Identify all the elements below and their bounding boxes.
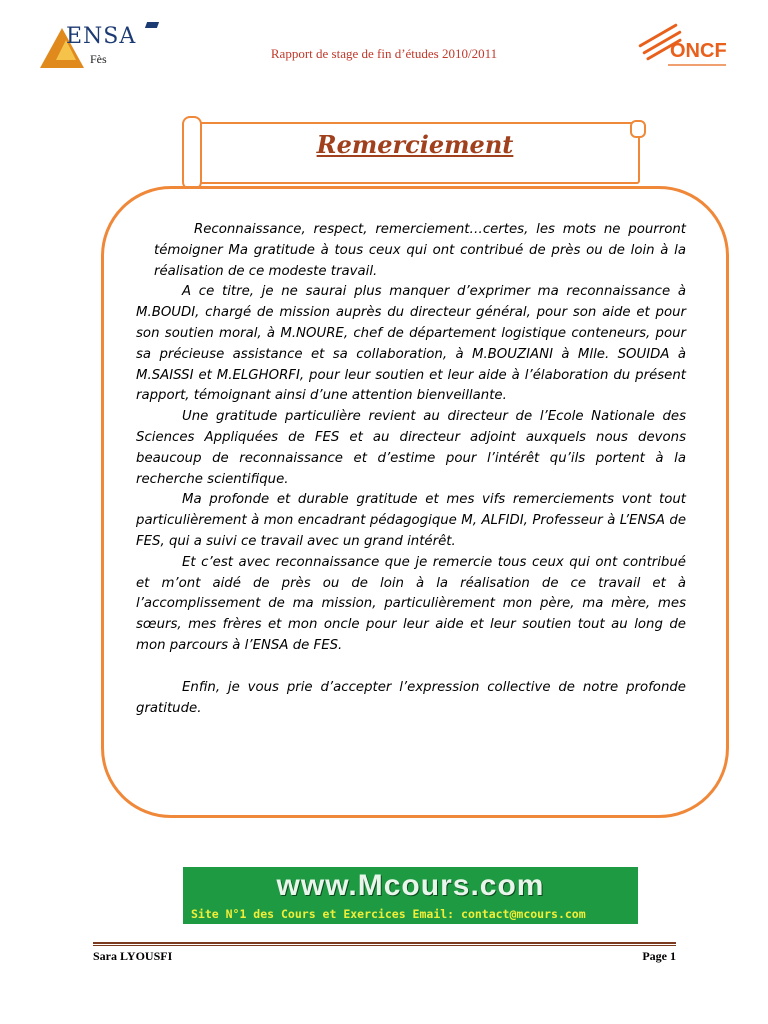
- paragraph: Ma profonde et durable gratitude et mes vifs remerciements vont tout particulièrement à mon encadrant pédagogique M, ALFIDI, Professeur à L’ENSA de FES, qui a suivi ce travail avec un grand intérêt.: [136, 492, 686, 549]
- paragraph: Enfin, je vous prie d’accepter l’expression collective de notre profonde gratitude.: [136, 679, 686, 716]
- footer-rule: [93, 945, 676, 946]
- oncf-logo: [628, 16, 728, 72]
- report-header-title: Rapport de stage de fin d’études 2010/2011: [270, 46, 498, 61]
- footer-page-number: Page 1: [642, 949, 676, 963]
- footer-author: Sara LYOUSFI: [93, 949, 173, 963]
- mcours-ad-banner[interactable]: [183, 867, 638, 924]
- ad-tagline: Site N°1 des Cours et Exercices Email: contact@mcours.com: [191, 907, 586, 921]
- oncf-logo-name: ONCF: [670, 40, 727, 62]
- acknowledgement-text: [136, 220, 686, 719]
- ensa-logo-name: ENSA: [66, 24, 137, 49]
- footer-rule: [93, 942, 676, 944]
- paragraph: Une gratitude particulière revient au directeur de l’Ecole Nationale des Sciences Appliquées de FES et au directeur adjoint auxquels nous devons beaucoup de reconnaissance et d’estime pour l’intérêt qu’ils portent à la recherche scientifique.: [136, 409, 686, 487]
- graduation-cap-icon: [145, 22, 159, 28]
- ensa-logo-city: Fès: [90, 52, 107, 66]
- paragraph: Reconnaissance, respect, remerciement…certes, les mots ne pourront témoigner Ma gratitude à tous ceux qui ont contribué de près ou de loin à la réalisation de ce modeste travail.: [154, 222, 686, 279]
- paragraph: Et c’est avec reconnaissance que je remercie tous ceux qui ont contribué et m’ont aidé de près ou de loin à la réalisation de ce travail et à l’accomplissement de ma mission, particulièrement mon père, ma mère, mes sœurs, mes frères et mon oncle pour leur aide et leur soutien tout au long de mon parcours à l’ENSA de FES.: [136, 554, 686, 653]
- ad-url[interactable]: www.Mcours.com: [276, 869, 545, 902]
- oncf-logo-subline: [668, 64, 726, 66]
- page-title: Remerciement: [316, 130, 514, 159]
- title-scroll-banner: [190, 122, 640, 184]
- paragraph: A ce titre, je ne saurai plus manquer d’exprimer ma reconnaissance à M.BOUDI, chargé de mission auprès du directeur général, pour son aide et pour son soutien moral, à M.NOURE, chef de département logistique conteneurs, pour sa précieuse assistance et sa collaboration, à M.BOUZIANI à Mlle. SOUIDA à M.SAISSI et M.ELGHORFI, pour leur soutien et leur aide à l’élaboration du présent rapport, témoignant ainsi d’une attention bienveillante.: [136, 284, 686, 404]
